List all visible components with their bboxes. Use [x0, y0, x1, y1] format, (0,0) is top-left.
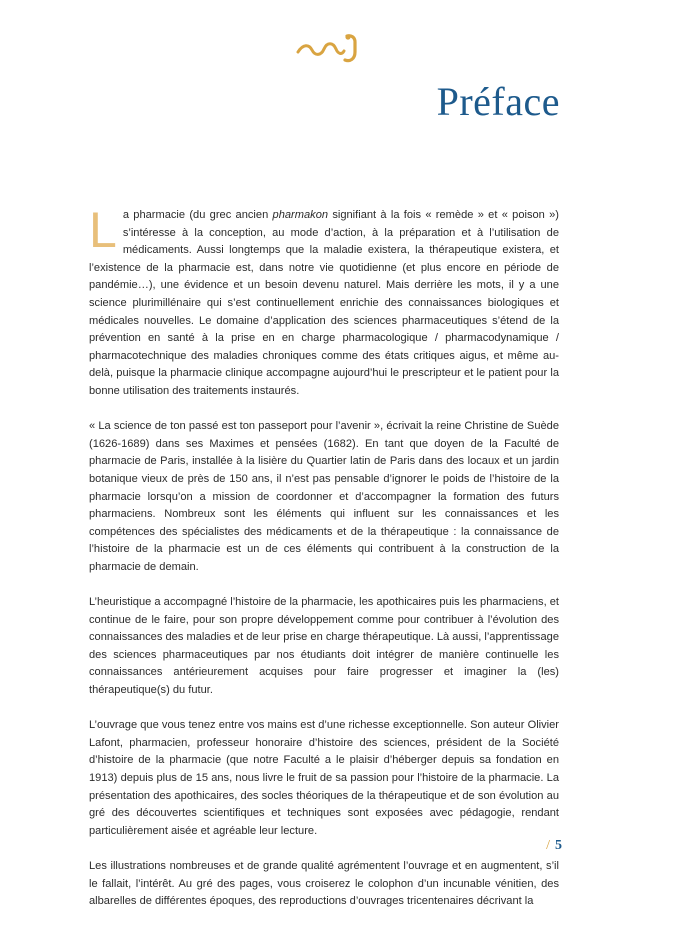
- paragraph-5: Les illustrations nombreuses et de grande qualité agrémentent l’ouvrage et en augmentent, s’il le fallait, l’intérêt. Au gré des pages, vous croiserez le colophon d’un incunable vénitien, des albarelles de différentes époques, des reproductions d’ouvrages tricentenaires décrivant la: [89, 859, 559, 908]
- paragraph-2: « La science de ton passé est ton passeport pour l’avenir », écrivait la reine Christine de Suède (1626-1689) dans ses Maximes et pensées (1682). En tant que doyen de la Faculté de pharmacie de Paris, installée à la lisière du Quartier latin de Paris dans des locaux et un jardin botanique vieux de près de 150 ans, il n’est pas pensable d’ignorer le poids de l’histoire de la pharmacie lorsqu’on a mission de coordonner et d’accompagner la formation des futurs pharmaciens. Nombreux sont les éléments qui influent sur les connaissances et les compétences des spécialistes des médicaments et de la thérapeutique : la connaissance de l’histoire de la pharmacie est un de ces éléments qui contribuent à la construction de la pharmacie de demain.: [89, 420, 559, 573]
- italic-term: pharmakon: [272, 209, 329, 221]
- page-number-value: 5: [555, 838, 562, 853]
- body-text: [89, 202, 559, 928]
- paragraph-3: L’heuristique a accompagné l’histoire de la pharmacie, les apothicaires puis les pharmaciens, et continue de le faire, pour son propre développement comme pour contribuer à l’évolution des connaissances des maladies et de leur prise en charge thérapeutique. Là aussi, l’apprentissage des sciences pharmaceutiques par nos étudiants doit intégrer de manière continuelle les connaissances antérieurement acquises pour faire progresser et imaginer la (les) thérapeutique(s) du futur.: [89, 596, 559, 697]
- paragraph-1: La pharmacie (du grec ancien pharmakon signifiant à la fois « remède » et « poison ») s’intéresse à la conception, au mode d’action, à la préparation et à l’utilisation de médicaments. Aussi longtemps que la maladie existera, la thérapeutique existera, et l’existence de la pharmacie est, dans notre vie quotidienne (et plus encore en période de pandémie…), une évidence et un besoin devenu naturel. Mais derrière les mots, il y a une science plurimillénaire qui s’est continuellement enrichie des connaissances biologiques et médicales nouvelles. Le domaine d’application des sciences pharmaceutiques s’étend de la prévention en santé à la prise en en charge pharmacologique / pharmacodynamique / pharmacotechnique des maladies chroniques comme des états critiques aigus, et même au-delà, puisque la pharmacie clinique accompagne aujourd’hui le prescripteur et le patient pour la bonne utilisation des traitements instaurés.: [89, 202, 559, 397]
- drop-cap: L: [89, 202, 117, 258]
- page-title: Préface: [436, 79, 560, 124]
- page-separator: /: [546, 838, 550, 853]
- page-number: [546, 838, 562, 854]
- paragraph-4: L’ouvrage que vous tenez entre vos mains est d’une richesse exceptionnelle. Son auteur Olivier Lafont, pharmacien, professeur honoraire d’histoire des sciences, président de la Société d’histoire de la pharmacie (que notre Faculté a le plaisir d’héberger depuis sa fondation en 1913) depuis plus de 15 ans, nous livre le fruit de sa passion pour l’histoire de la pharmacie. La présentation des apothicaires, des socles théoriques de la thérapeutique et de son évolution au gré des découvertes scientifiques et techniques sont exposées avec pédagogie, rendant particulièrement aisée et agréable leur lecture.: [89, 719, 559, 837]
- serpent-ornament-icon: [295, 30, 365, 66]
